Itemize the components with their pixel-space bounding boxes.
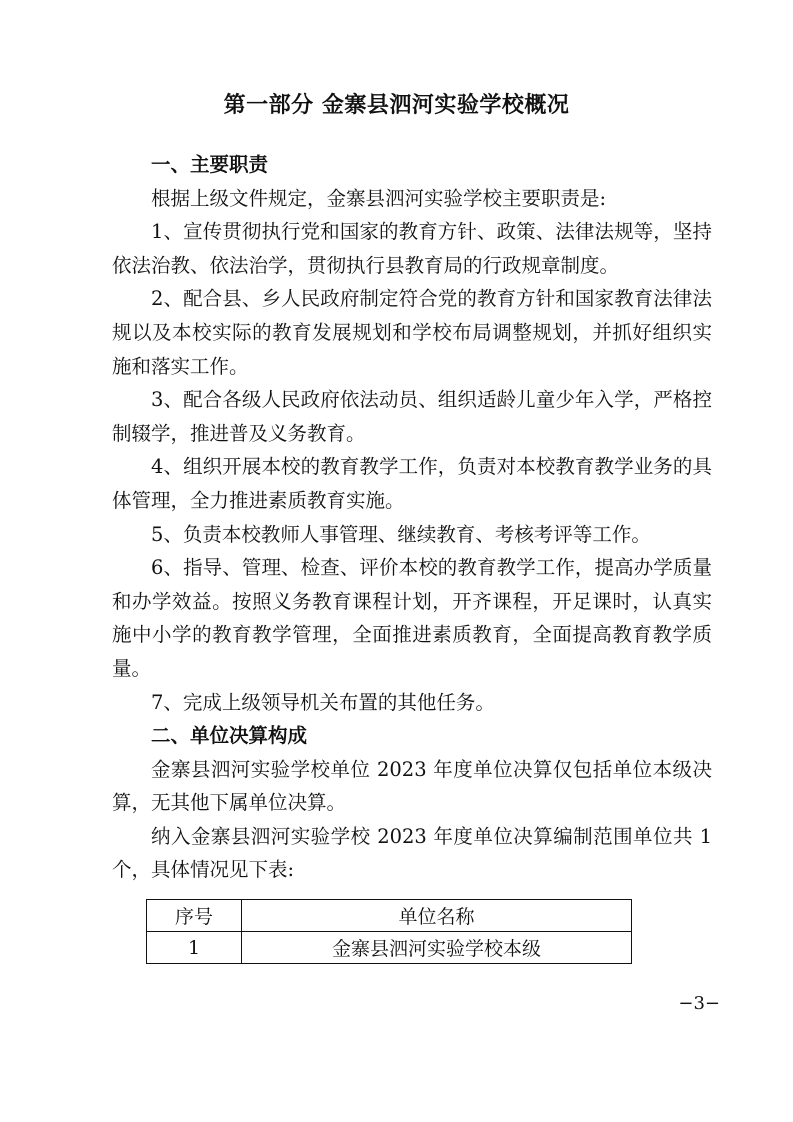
table-header-no: 序号 [147,900,242,932]
duty-item: 3、配合各级人民政府依法动员、组织适龄儿童少年入学，严格控制辍学，推进普及义务教育。 [112,388,712,445]
page-title: 第一部分 金寨县泗河实验学校概况 [223,92,570,118]
duty-item: 7、完成上级领导机关布置的其他任务。 [151,690,495,714]
document-body [112,148,712,887]
duty-item: 6、指导、管理、检查、评价本校的教育教学工作，提高办学质量和办学效益。按照义务教育课程计划，开齐课程，开足课时，认真实施中小学的教育教学管理，全面推进素质教育，全面提高教育教学质量。 [112,556,712,680]
paragraph-composition: 金寨县泗河实验学校单位 2023 年度单位决算仅包括单位本级决算，无其他下属单位决算。 [112,757,712,815]
paragraph-intro: 根据上级文件规定，金寨县泗河实验学校主要职责是: [151,186,607,210]
page-number: −3− [678,993,720,1014]
table-cell-no: 1 [147,932,242,964]
duty-item: 5、负责本校教师人事管理、继续教育、考核考评等工作。 [151,522,651,546]
duty-item: 2、配合县、乡人民政府制定符合党的教育方针和国家教育法律法规以及本校实际的教育发展规划和学校布局调整规划，并抓好组织实施和落实工作。 [112,287,712,378]
unit-table-container [146,899,632,964]
paragraph-scope: 纳入金寨县泗河实验学校 2023 年度单位决算编制范围单位共 1 个，具体情况见下表: [112,824,712,882]
section-heading-duties: 一、主要职责 [151,153,269,176]
table-header-row [147,900,632,932]
table-header-unit-name: 单位名称 [242,900,632,932]
table-cell-unit-name: 金寨县泗河实验学校本级 [242,932,632,964]
unit-table [146,899,632,964]
duty-item: 4、组织开展本校的教育教学工作，负责对本校教育教学业务的具体管理，全力推进素质教育实施。 [112,455,712,512]
duty-item: 1、宣传贯彻执行党和国家的教育方针、政策、法律法规等，坚持依法治教、依法治学，贯彻执行县教育局的行政规章制度。 [112,220,712,277]
table-row [147,932,632,964]
section-heading-composition: 二、单位决算构成 [151,724,308,748]
